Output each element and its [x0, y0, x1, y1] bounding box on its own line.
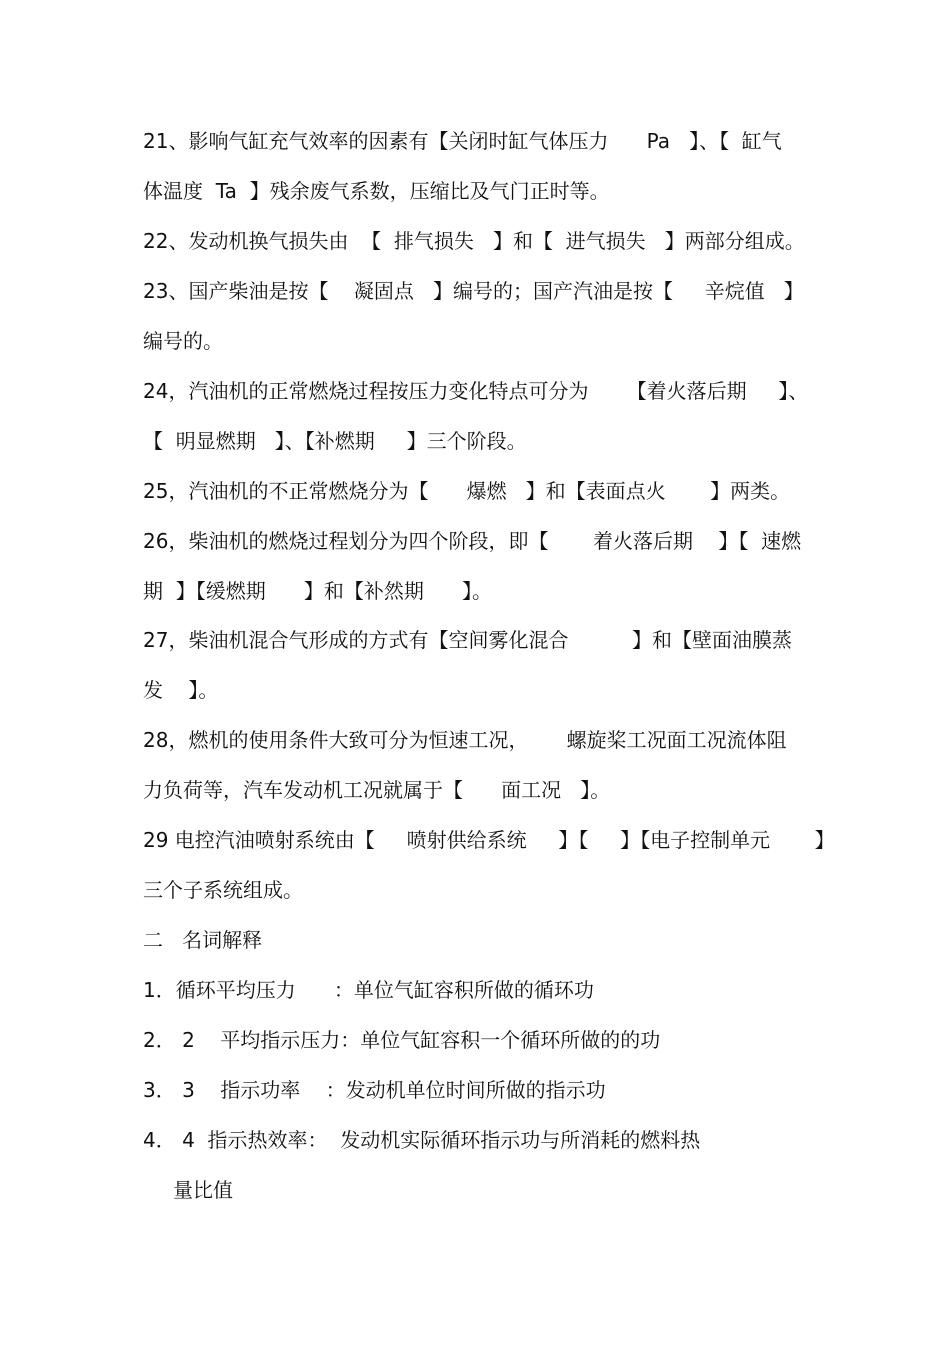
definition-item-2: 2． 2 平均指示压力：单位气缸容积一个循环所做的的功	[143, 1028, 661, 1052]
text-line-q26-cont: 期 】【缓燃期 】和【补然期 】。	[143, 579, 493, 603]
text-line-q22: 22、发动机换气损失由 【 排气损失 】和【 进气损失 】两部分组成。	[143, 229, 805, 253]
section-heading: 二 名词解释	[143, 928, 263, 952]
definition-item-1: 1．循环平均压力 ：单位气缸容积所做的循环功	[143, 978, 594, 1002]
text-line-q23: 23、国产柴油是按【 凝固点 】编号的；国产汽油是按【 辛烷值 】	[143, 279, 804, 303]
text-line-q21-cont: 体温度 Ta 】残余废气系数，压缩比及气门正时等。	[143, 179, 610, 203]
text-line-q24-cont: 【 明显燃期 】、【补燃期 】三个阶段。	[143, 429, 527, 453]
text-line-q29: 29 电控汽油喷射系统由【 喷射供给系统 】【 】【电子控制单元 】	[143, 828, 835, 852]
definition-item-3: 3． 3 指示功率 ：发动机单位时间所做的指示功	[143, 1078, 606, 1102]
text-line-q29-cont: 三个子系统组成。	[143, 878, 303, 902]
definition-item-4-cont: 量比值	[173, 1178, 233, 1202]
text-line-q25: 25，汽油机的不正常燃烧分为【 爆燃 】和【表面点火 】两类。	[143, 479, 791, 503]
text-line-q24: 24，汽油机的正常燃烧过程按压力变化特点可分为 【着火落后期 】、	[143, 379, 809, 403]
text-line-q21: 21、影响气缸充气效率的因素有【关闭时缸气体压力 Pa 】、【 缸气	[143, 129, 782, 153]
text-line-q23-cont: 编号的。	[143, 329, 223, 353]
text-line-q27: 27，柴油机混合气形成的方式有【空间雾化混合 】和【壁面油膜蒸	[143, 628, 793, 652]
text-line-q26: 26，柴油机的燃烧过程划分为四个阶段，即【 着火落后期 】【 速燃	[143, 529, 802, 553]
text-line-q28: 28，燃机的使用条件大致可分为恒速工况， 螺旋桨工况面工况流体阻	[143, 728, 787, 752]
definition-item-4: 4． 4 指示热效率： 发动机实际循环指示功与所消耗的燃料热	[143, 1128, 701, 1152]
text-line-q28-cont: 力负荷等，汽车发动机工况就属于【 面工况 】。	[143, 778, 611, 802]
text-line-q27-cont: 发 】。	[143, 678, 219, 702]
